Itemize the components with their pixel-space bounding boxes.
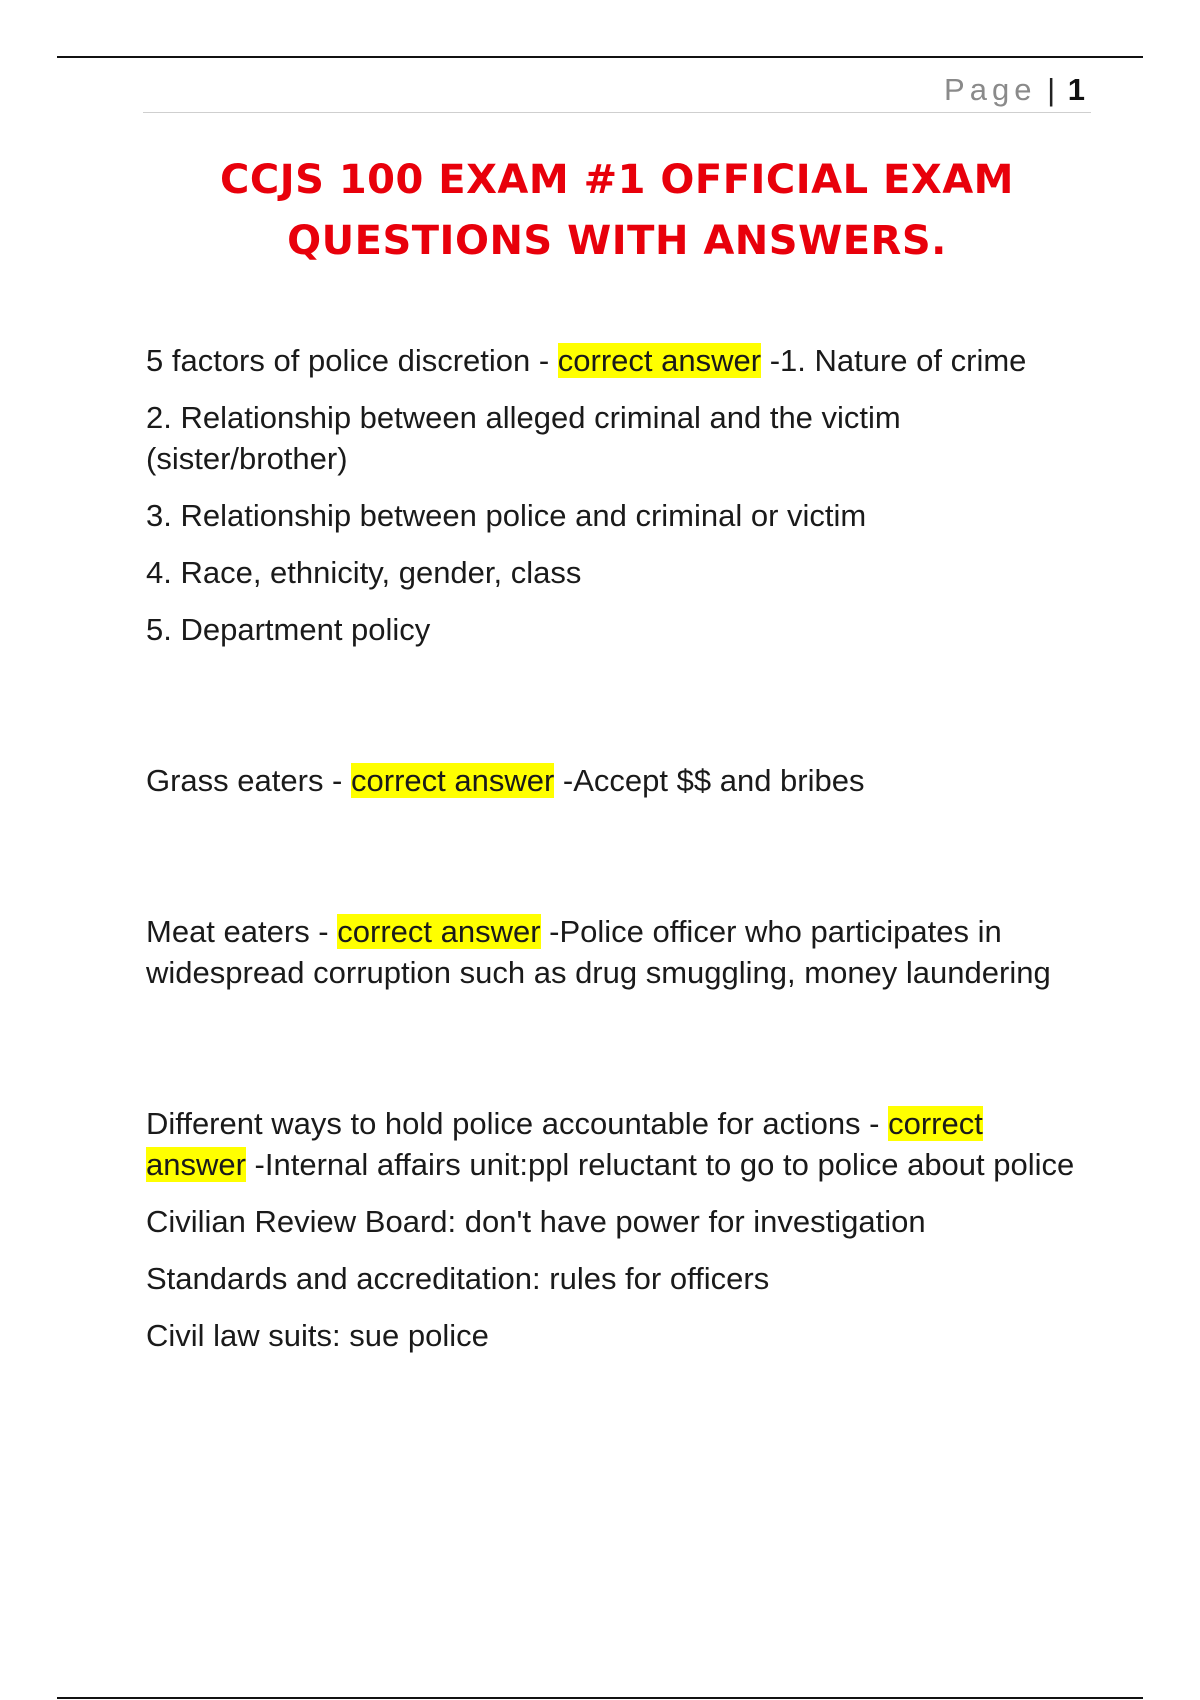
qa-line <box>146 1103 1096 1185</box>
answer-line: Civil law suits: sue police <box>146 1318 489 1353</box>
qa-item-grass-eaters <box>146 760 1096 801</box>
title-line-2: QUESTIONS WITH ANSWERS. <box>287 218 947 264</box>
qa-line <box>146 340 1096 381</box>
title-line-1: CCJS 100 EXAM #1 OFFICIAL EXAM <box>220 157 1014 203</box>
question-text: Different ways to hold police accountable for actions - <box>146 1106 889 1141</box>
qa-item-police-discretion <box>146 340 1096 650</box>
page-label: Page <box>944 72 1037 107</box>
correct-answer-highlight: correct answer <box>351 763 555 798</box>
page-separator: | <box>1047 72 1056 107</box>
qa-line <box>146 760 1096 801</box>
qa-line <box>146 911 1096 993</box>
document-body <box>146 340 1096 1372</box>
top-rule <box>57 56 1143 58</box>
qa-item-meat-eaters <box>146 911 1096 993</box>
answer-text: -1. Nature of crime <box>761 343 1027 378</box>
correct-answer-highlight-part-2: answer <box>146 1147 246 1182</box>
page-header <box>143 70 1091 113</box>
document-title <box>143 150 1091 272</box>
bottom-rule <box>57 1697 1143 1699</box>
answer-line: 4. Race, ethnicity, gender, class <box>146 555 582 590</box>
page-number: 1 <box>1067 72 1085 107</box>
correct-answer-highlight: correct answer <box>337 914 541 949</box>
question-text: 5 factors of police discretion - <box>146 343 558 378</box>
qa-item-police-accountability <box>146 1103 1096 1356</box>
answer-text: -Accept $$ and bribes <box>554 763 865 798</box>
answer-line: Standards and accreditation: rules for officers <box>146 1261 770 1296</box>
answer-line: 5. Department policy <box>146 612 431 647</box>
question-text: Grass eaters - <box>146 763 351 798</box>
answer-line: 3. Relationship between police and criminal or victim <box>146 498 867 533</box>
answer-text: -Police officer who participates in widespread corruption such as drug smuggling, money laundering <box>146 914 1051 990</box>
answer-line: Civilian Review Board: don't have power for investigation <box>146 1204 926 1239</box>
question-text: Meat eaters - <box>146 914 338 949</box>
answer-line: 2. Relationship between alleged criminal and the victim (sister/brother) <box>146 400 901 476</box>
answer-text: -Internal affairs unit:ppl reluctant to go to police about police <box>245 1147 1075 1182</box>
correct-answer-highlight: correct answer <box>557 343 762 378</box>
correct-answer-highlight-part-1: correct <box>888 1106 983 1141</box>
